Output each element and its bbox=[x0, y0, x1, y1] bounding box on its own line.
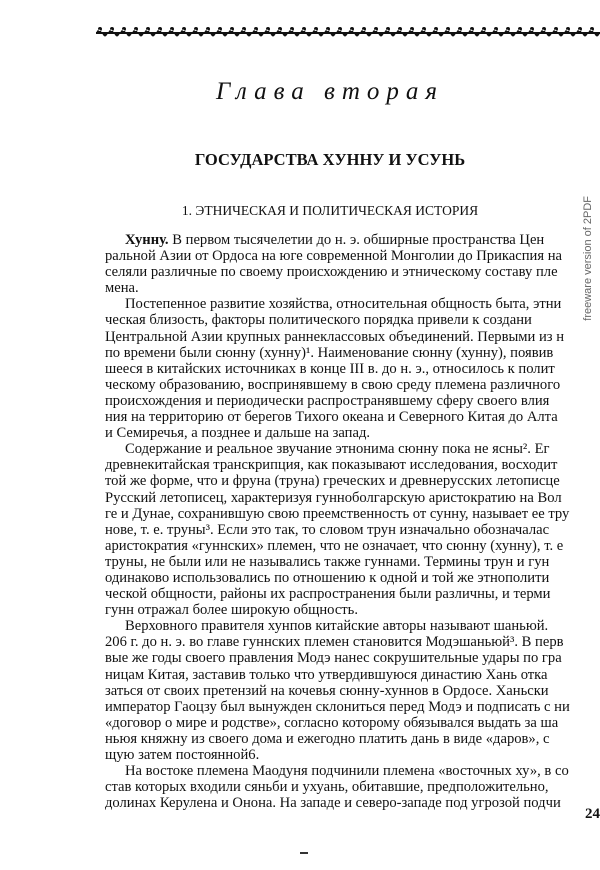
text-line: нове, т. е. труны³. Если это так, то словом трун изначально обозначалас bbox=[105, 521, 550, 538]
text-line: Русский летописец, характеризуя гунноболгарскую аристократию на Вол bbox=[105, 489, 562, 506]
text-line: Содержание и реальное звучание этнонима сюнну пока не ясны². Ег bbox=[125, 441, 550, 458]
text-line: аристократия «гуннских» племен, что не означает, что сюнну (хунну), т. е bbox=[105, 537, 564, 554]
text-line: «договор о мире и родстве», согласно которому обязывался выдать за ша bbox=[105, 714, 559, 731]
text-line: происхождения и периодически распространявшему сферу своего влия bbox=[105, 392, 550, 409]
text-line: и Семиречья, а позднее и дальше на запад. bbox=[105, 425, 371, 442]
text-line: селяли различные по своему происхождению и этническому составу пле bbox=[105, 264, 558, 281]
ornament-motif bbox=[324, 27, 336, 37]
text-line: Верховного правителя хунпов китайские авторы называют шаньюй. bbox=[125, 618, 549, 635]
section-heading: 1. ЭТНИЧЕСКАЯ И ПОЛИТИЧЕСКАЯ ИСТОРИЯ bbox=[181, 203, 479, 218]
text-line: Хунну. В первом тысячелетии до н. э. обширные пространства Цен bbox=[125, 232, 545, 248]
ornament-motif bbox=[144, 27, 156, 37]
text-line: На востоке племена Маодуня подчинили племена «восточных ху», в со bbox=[125, 763, 569, 780]
ornament-motif bbox=[456, 27, 468, 37]
ornament-motif bbox=[240, 27, 252, 37]
ornament-motif bbox=[540, 27, 552, 37]
ornament-motif bbox=[372, 27, 384, 37]
text-line: труны, не были или не назывались также гуннами. Термины трун и гун bbox=[105, 553, 550, 570]
chapter-title: ГОСУДАРСТВА ХУННУ И УСУНЬ bbox=[194, 150, 466, 169]
ornament-motif bbox=[228, 27, 240, 37]
text-line: ньюя княжну из своего дома и ежегодно платить дань в виде «даров», с bbox=[105, 730, 550, 747]
ornament-motif bbox=[360, 27, 372, 37]
text-line: 206 г. до н. э. во главе гуннских племен становится Модэшаньюй³. В перв bbox=[105, 634, 564, 651]
ornament-motif bbox=[528, 27, 540, 37]
ornament-motif bbox=[504, 27, 516, 37]
footer-mark bbox=[300, 852, 308, 854]
ornament-motif bbox=[564, 27, 576, 37]
ornament-motif bbox=[156, 27, 168, 37]
ornament-motif bbox=[264, 27, 276, 37]
text-line: мена. bbox=[105, 280, 139, 297]
text-line: ральной Азии от Ордоса на юге современной Монголии до Прикаспия на bbox=[105, 248, 563, 265]
text-line: шееся в китайских источниках в конце III в. до н. э., относилось к полит bbox=[105, 360, 555, 377]
decorative-ornament-border bbox=[96, 26, 600, 40]
ornament-motif bbox=[300, 27, 312, 37]
text-line: древнекитайская транскрипция, как показывают исследования, восходит bbox=[105, 457, 558, 474]
ornament-motif bbox=[552, 27, 564, 37]
ornament-motif bbox=[408, 27, 420, 37]
text-line: долинах Керулена и Онона. На западе и северо-западе под угрозой подчи bbox=[105, 795, 561, 812]
ornament-motif bbox=[420, 27, 432, 37]
ornament-motif bbox=[468, 27, 480, 37]
text-line: по времени были сюнну (хунну)¹. Наименование сюнну (хунну), появив bbox=[105, 344, 554, 361]
text-line: ницам Китая, заставив только что утвердившуюся династию Хань отка bbox=[105, 666, 548, 683]
ornament-motif bbox=[432, 27, 444, 37]
ornament-motif bbox=[312, 27, 324, 37]
text-line: Центральной Азии крупных раннеклассовых объединений. Первыми из н bbox=[105, 328, 565, 345]
ornament-motif bbox=[192, 27, 204, 37]
ornament-motif bbox=[396, 27, 408, 37]
ornament-motif bbox=[480, 27, 492, 37]
ornament-motif bbox=[336, 27, 348, 37]
text-line: ческому образованию, воспринявшему в свою среду племена различного bbox=[105, 376, 561, 393]
ornament-motif bbox=[492, 27, 504, 37]
text-line: став которых входили сяньби и ухуань, обитавшие, предположительно, bbox=[105, 779, 549, 796]
ornament-motif bbox=[180, 27, 192, 37]
page-number: 24 bbox=[585, 806, 600, 822]
chapter-heading: Глава вторая bbox=[215, 78, 445, 105]
ornament-motif bbox=[588, 27, 600, 37]
text-line: одинаково использовались по отношению к одной и той же этнополити bbox=[105, 569, 550, 586]
ornament-motif bbox=[444, 27, 456, 37]
ornament-motif bbox=[276, 27, 288, 37]
ornament-motif bbox=[288, 27, 300, 37]
text-line: ческой общности, районы их распространения были различны, и терми bbox=[105, 586, 551, 603]
body-text bbox=[105, 232, 600, 811]
ornament-motif bbox=[576, 27, 588, 37]
ornament-motif bbox=[516, 27, 528, 37]
ornament-motif bbox=[96, 27, 108, 37]
text-line: вые же годы своего правления Модэ нанес сокрушительные удары по гра bbox=[105, 650, 562, 667]
ornament-motif bbox=[216, 27, 228, 37]
ornament-motif bbox=[384, 27, 396, 37]
text-line: император Гаоцзу был вынужден склониться перед Модэ и подписать с ни bbox=[105, 698, 570, 715]
text-line: ческая близость, факторы политического порядка привели к создани bbox=[105, 312, 532, 329]
text-line: заться от своих претензий на кочевья сюнну-хуннов в Ордосе. Ханьски bbox=[105, 682, 549, 699]
watermark: freeware version of 2PDF bbox=[582, 196, 594, 321]
ornament-motif bbox=[348, 27, 360, 37]
text-line: ге и Дунае, сохранившую свою преемственность от сунну, называет ее тру bbox=[105, 505, 570, 522]
text-line: гунн отражал более широкую общность. bbox=[105, 602, 358, 619]
ornament-motif bbox=[108, 27, 120, 37]
text-line: той же форме, что и фруна (труна) греческих и древнерусских летописце bbox=[105, 473, 560, 490]
text-line: Постепенное развитие хозяйства, относительная общность быта, этни bbox=[125, 296, 562, 313]
text-line: щую затем постоянной6. bbox=[105, 747, 260, 763]
ornament-motif bbox=[204, 27, 216, 37]
ornament-motif bbox=[132, 27, 144, 37]
ornament-motif bbox=[168, 27, 180, 37]
ornament-motif bbox=[252, 27, 264, 37]
ornament-motif bbox=[120, 27, 132, 37]
text-line: ния на территорию от берегов Тихого океана и Северного Китая до Алта bbox=[105, 409, 558, 426]
